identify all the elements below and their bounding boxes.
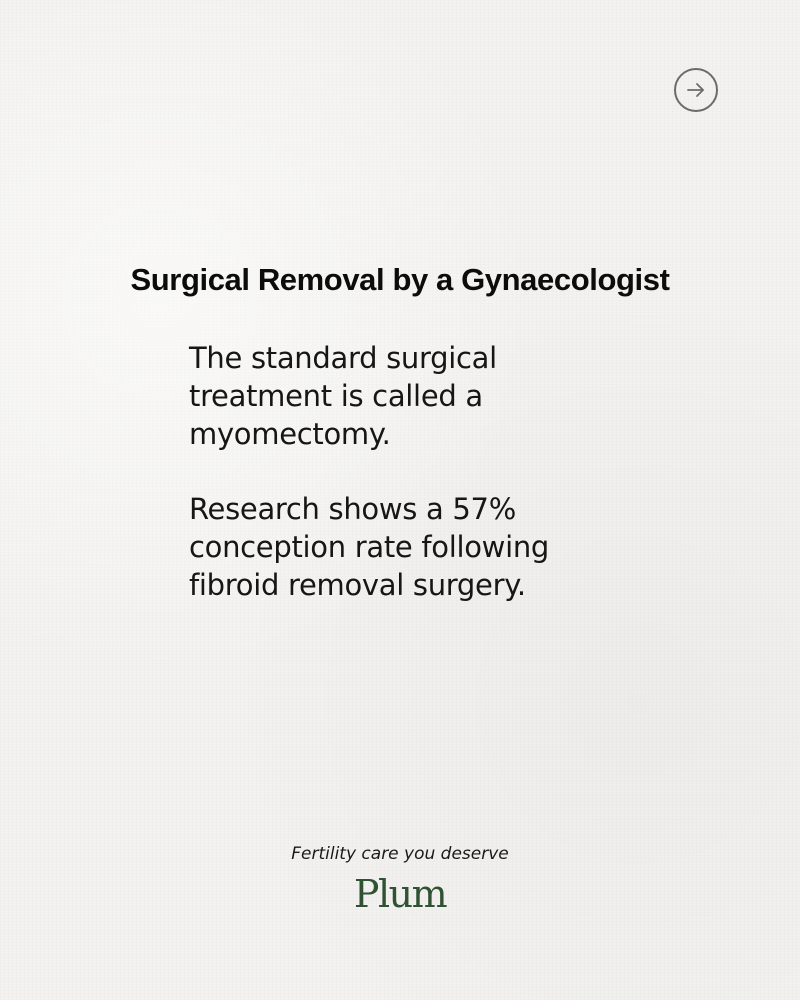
arrow-right-icon	[684, 78, 708, 102]
next-button[interactable]	[674, 68, 718, 112]
tagline: Fertility care you deserve	[291, 844, 509, 864]
brand-logo: Plum	[353, 872, 447, 916]
slide-title: Surgical Removal by a Gynaecologist	[130, 262, 670, 297]
paragraph-research: Research shows a 57% conception rate following fibroid removal surgery.	[189, 492, 550, 602]
paragraph-myomectomy: The standard surgical treatment is called a myomectomy.	[189, 341, 497, 451]
